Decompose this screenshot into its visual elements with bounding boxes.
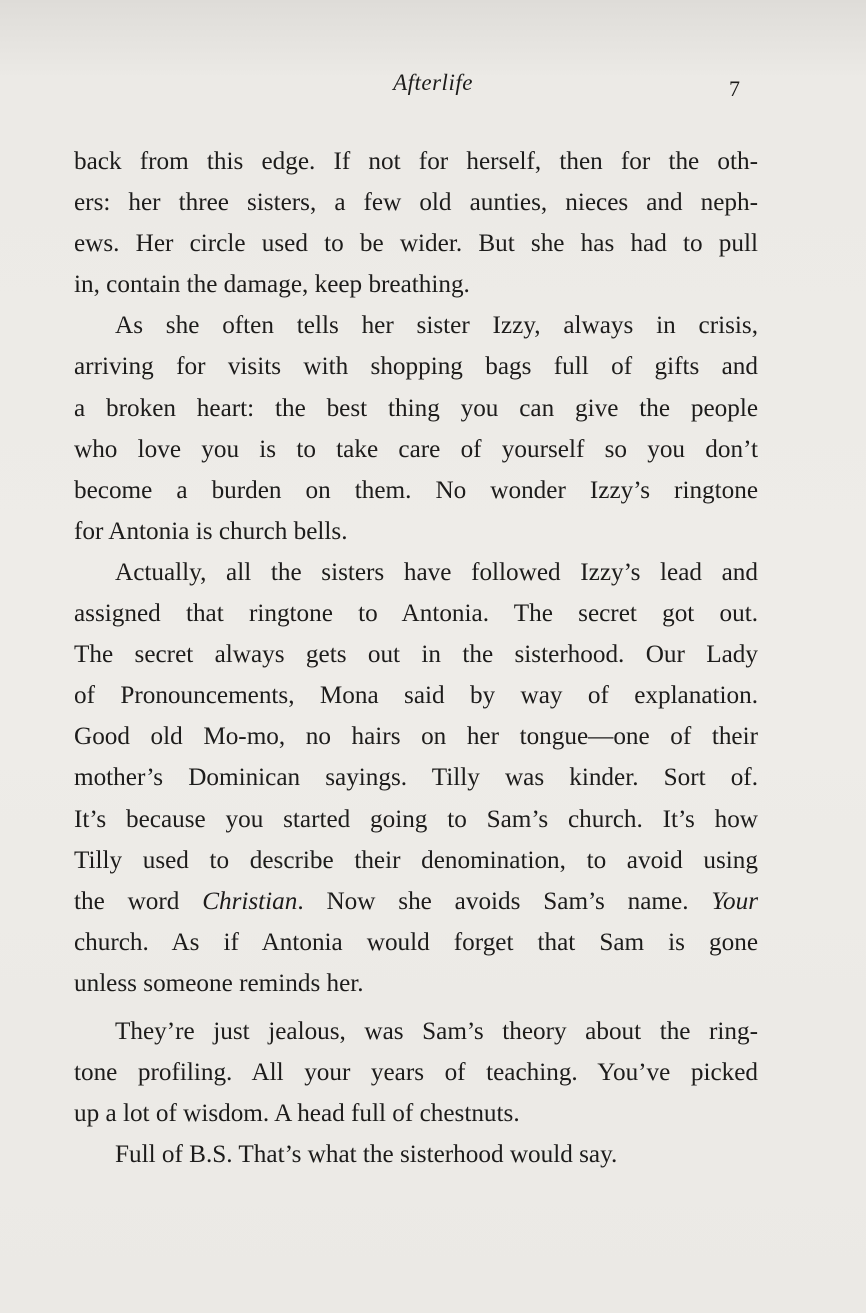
text-line: They’re just jealous, was Sam’s theory about the ring- [115, 1017, 758, 1045]
text-line: back from this edge. If not for herself, then for the oth- [74, 148, 758, 175]
text-line: Actually, all the sisters have followed Izzy’s lead and [115, 558, 758, 586]
text-line: of Pronouncements, Mona said by way of explanation. [74, 682, 758, 710]
text-line: ews. Her circle used to be wider. But she has had to pull [74, 230, 758, 258]
text-line: Tilly used to describe their denomination, to avoid using [74, 846, 758, 874]
text-line: Full of B.S. That’s what the sisterhood would say. [115, 1141, 618, 1169]
paragraph [74, 141, 758, 305]
paragraph [74, 1134, 758, 1175]
text-line: ers: her three sisters, a few old aunties, nieces and neph- [74, 189, 758, 217]
text-line: unless someone reminds her. [74, 969, 364, 997]
running-title: Afterlife [393, 70, 473, 95]
paragraph [74, 305, 758, 552]
text-line: up a lot of wisdom. A head full of chestnuts. [74, 1100, 520, 1128]
text-run: . Now she avoids Sam’s name. [297, 887, 712, 915]
text-line: It’s because you started going to Sam’s church. It’s how [74, 805, 758, 833]
text-line: for Antonia is church bells. [74, 517, 348, 545]
text-line-with-italics [74, 881, 758, 922]
paragraph [74, 1011, 758, 1134]
text-line: a broken heart: the best thing you can give the people [74, 394, 758, 422]
text-line: church. As if Antonia would forget that Sam is gone [74, 928, 758, 956]
text-line: arriving for visits with shopping bags full of gifts and [74, 353, 758, 381]
body-text [74, 141, 758, 1175]
italic-word: Your [711, 887, 758, 915]
text-line: tone profiling. All your years of teaching. You’ve picked [74, 1059, 758, 1087]
text-line: who love you is to take care of yourself so you don’t [74, 435, 758, 463]
text-line: mother’s Dominican sayings. Tilly was kinder. Sort of. [74, 764, 758, 792]
page-number: 7 [729, 76, 740, 101]
text-line: assigned that ringtone to Antonia. The secret got out. [74, 600, 758, 628]
italic-word: Christian [202, 887, 298, 915]
text-line: become a burden on them. No wonder Izzy’s ringtone [74, 476, 758, 504]
text-line: The secret always gets out in the sisterhood. Our Lady [74, 641, 758, 669]
text-line: in, contain the damage, keep breathing. [74, 271, 470, 299]
text-run: the word [74, 887, 203, 915]
paragraph [74, 552, 758, 1004]
text-line: As she often tells her sister Izzy, always in crisis, [115, 312, 758, 340]
text-line: Good old Mo-mo, no hairs on her tongue—one of their [74, 723, 758, 751]
